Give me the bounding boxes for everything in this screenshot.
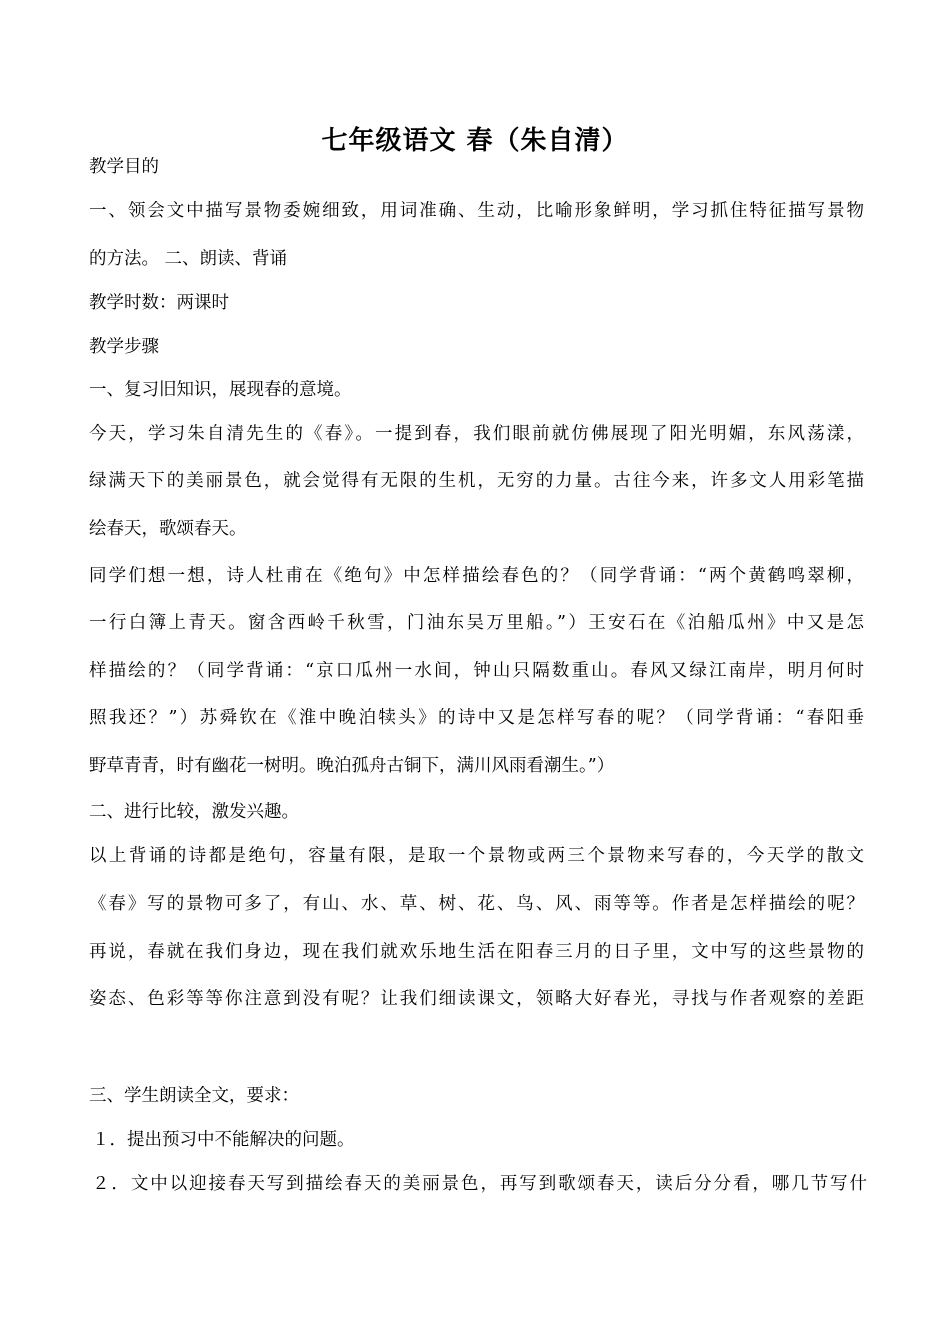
paragraph-line: 教学时数：两课时: [89, 293, 229, 313]
paragraph-line: 样描绘的？（同学背诵：“京口瓜州一水间，钟山只隔数重山。春风又绿江南岸，明月何时: [89, 661, 864, 681]
section-heading-objectives: 教学目的: [89, 157, 159, 177]
paragraph-line: 同学们想一想，诗人杜甫在《绝句》中怎样描绘春色的？（同学背诵：“两个黄鹤鸣翠柳，: [89, 566, 864, 586]
paragraph-line: 以上背诵的诗都是绝句，容量有限，是取一个景物或两三个景物来写春的，今天学的散文: [89, 846, 864, 866]
paragraph-line: 野草青青，时有幽花一树明。晚泊孤舟古铜下，满川风雨看潮生。”）: [89, 756, 615, 776]
paragraph-line: 一、领会文中描写景物委婉细致，用词准确、生动，比喻形象鲜明，学习抓住特征描写景物: [89, 201, 864, 221]
paragraph-line: 的方法。 二、朗读、背诵: [89, 249, 288, 269]
paragraph-line: 《春》写的景物可多了，有山、水、草、树、花、鸟、风、雨等等。作者是怎样描绘的呢？: [89, 894, 864, 914]
step-heading: 一、复习旧知识，展现春的意境。: [89, 380, 352, 400]
step-heading: 三、学生朗读全文，要求：: [89, 1086, 299, 1106]
paragraph-line: 照我还？”）苏舜钦在《淮中晚泊犊头》的诗中又是怎样写春的呢？（同学背诵：“春阳垂: [89, 708, 864, 728]
paragraph-line: 一行白簿上青天。窗含西岭千秋雪，门油东吴万里船。”）王安石在《泊船瓜州》中又是怎: [89, 613, 864, 633]
section-heading-steps: 教学步骤: [89, 337, 159, 357]
document-title: 七年级语文 春（朱自清）: [321, 126, 629, 156]
paragraph-line: 今天，学习朱自清先生的《春》。一提到春，我们眼前就仿佛展现了阳光明媚，东风荡漾，: [89, 424, 864, 444]
list-item: １．提出预习中不能解决的问题。: [92, 1130, 355, 1150]
list-item: ２．文中以迎接春天写到描绘春天的美丽景色，再写到歌颂春天，读后分分看，哪几节写什: [92, 1174, 867, 1194]
paragraph-line: 姿态、色彩等等你注意到没有呢？让我们细读课文，领略大好春光，寻找与作者观察的差距: [89, 989, 864, 1009]
paragraph-line: 绘春天，歌颂春天。: [89, 519, 247, 539]
paragraph-line: 绿满天下的美丽景色，就会觉得有无限的生机，无穷的力量。古往今来，许多文人用彩笔描: [89, 471, 864, 491]
paragraph-line: 再说，春就在我们身边，现在我们就欢乐地生活在阳春三月的日子里，文中写的这些景物的: [89, 942, 864, 962]
step-heading: 二、进行比较，激发兴趣。: [89, 802, 299, 822]
